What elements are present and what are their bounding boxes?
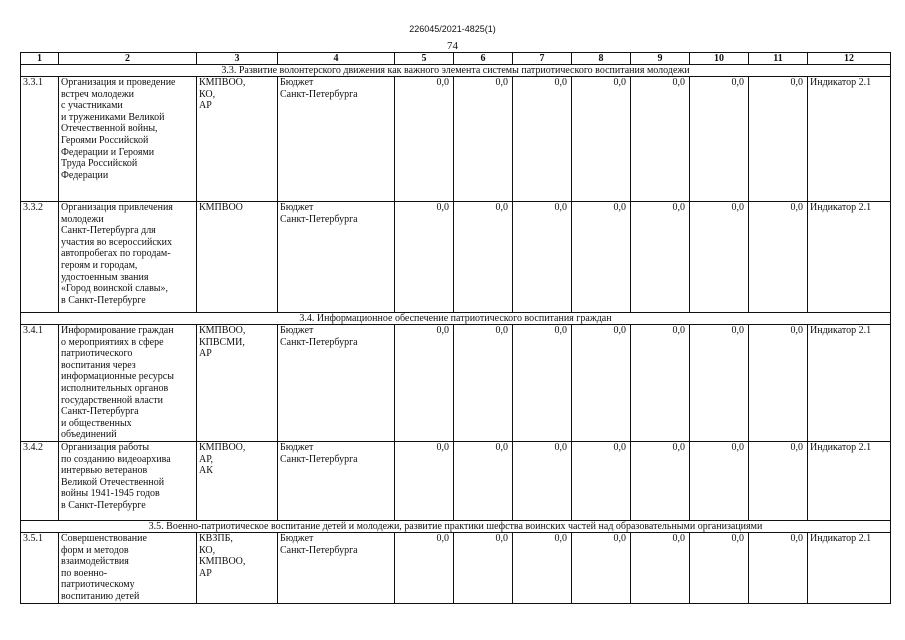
document-id: 226045/2021-4825(1) xyxy=(409,24,496,34)
row-code: 3.3.2 xyxy=(21,202,59,313)
column-header: 3 xyxy=(197,53,278,65)
row-code: 3.4.1 xyxy=(21,325,59,442)
column-header: 2 xyxy=(59,53,197,65)
row-value: 0,0 xyxy=(454,441,513,520)
table-row xyxy=(21,325,891,442)
section-row xyxy=(21,520,891,532)
row-value: 0,0 xyxy=(572,441,631,520)
row-value: 0,0 xyxy=(454,202,513,313)
row-indicator: Индикатор 2.1 xyxy=(808,325,891,442)
row-executors: КМПВОО, КО, АР xyxy=(197,77,278,202)
row-value: 0,0 xyxy=(690,77,749,202)
row-value: 0,0 xyxy=(749,532,808,603)
table-row xyxy=(21,202,891,313)
row-value: 0,0 xyxy=(572,77,631,202)
program-table xyxy=(20,52,891,604)
row-value: 0,0 xyxy=(513,532,572,603)
row-value: 0,0 xyxy=(454,325,513,442)
column-header: 12 xyxy=(808,53,891,65)
column-header: 8 xyxy=(572,53,631,65)
row-value: 0,0 xyxy=(631,77,690,202)
row-value: 0,0 xyxy=(454,77,513,202)
row-funding-source: Бюджет Санкт-Петербурга xyxy=(278,532,395,603)
row-value: 0,0 xyxy=(513,325,572,442)
section-title: 3.5. Военно-патриотическое воспитание детей и молодежи, развитие практики шефства воинских частей над образовательными организациями xyxy=(21,520,891,532)
row-name: Совершенствование форм и методов взаимодействия по военно- патриотическому воспитанию детей xyxy=(59,532,197,603)
row-value: 0,0 xyxy=(395,441,454,520)
row-funding-source: Бюджет Санкт-Петербурга xyxy=(278,202,395,313)
column-header-row xyxy=(21,53,891,65)
row-value: 0,0 xyxy=(690,441,749,520)
section-row xyxy=(21,313,891,325)
row-executors: КМПВОО, АР, АК xyxy=(197,441,278,520)
row-name: Организация и проведение встреч молодежи с участниками и тружениками Великой Отечественной войны, Героями Российской Федерации и Героями Труда Российской Федерации xyxy=(59,77,197,202)
section-title: 3.4. Информационное обеспечение патриотического воспитания граждан xyxy=(21,313,891,325)
column-header: 4 xyxy=(278,53,395,65)
row-funding-source: Бюджет Санкт-Петербурга xyxy=(278,441,395,520)
row-value: 0,0 xyxy=(572,532,631,603)
row-indicator: Индикатор 2.1 xyxy=(808,202,891,313)
row-value: 0,0 xyxy=(395,325,454,442)
row-value: 0,0 xyxy=(395,202,454,313)
column-header: 7 xyxy=(513,53,572,65)
row-code: 3.3.1 xyxy=(21,77,59,202)
table-row xyxy=(21,77,891,202)
row-executors: КМПВОО xyxy=(197,202,278,313)
column-header: 9 xyxy=(631,53,690,65)
table-row xyxy=(21,532,891,603)
row-name: Информирование граждан о мероприятиях в сфере патриотического воспитания через информационные ресурсы исполнительных органов государственной власти Санкт-Петербурга и общественных объединений xyxy=(59,325,197,442)
row-value: 0,0 xyxy=(690,202,749,313)
row-value: 0,0 xyxy=(690,532,749,603)
row-value: 0,0 xyxy=(454,532,513,603)
column-header: 6 xyxy=(454,53,513,65)
row-value: 0,0 xyxy=(749,325,808,442)
row-code: 3.5.1 xyxy=(21,532,59,603)
row-value: 0,0 xyxy=(749,202,808,313)
row-value: 0,0 xyxy=(631,202,690,313)
table-row xyxy=(21,441,891,520)
row-name: Организация работы по созданию видеоархива интервью ветеранов Великой Отечественной войны 1941-1945 годов в Санкт-Петербурге xyxy=(59,441,197,520)
row-value: 0,0 xyxy=(395,77,454,202)
row-value: 0,0 xyxy=(631,532,690,603)
row-indicator: Индикатор 2.1 xyxy=(808,441,891,520)
row-code: 3.4.2 xyxy=(21,441,59,520)
row-executors: КВЗПБ, КО, КМПВОО, АР xyxy=(197,532,278,603)
row-executors: КМПВОО, КПВСМИ, АР xyxy=(197,325,278,442)
row-name: Организация привлечения молодежи Санкт-Петербурга для участия во всероссийских автопробегах по городам- героям и городам, удостоенным звания «Город воинской славы», в Санкт-Петербурге xyxy=(59,202,197,313)
row-value: 0,0 xyxy=(631,325,690,442)
row-value: 0,0 xyxy=(572,325,631,442)
row-value: 0,0 xyxy=(572,202,631,313)
column-header: 1 xyxy=(21,53,59,65)
row-value: 0,0 xyxy=(513,77,572,202)
row-value: 0,0 xyxy=(690,325,749,442)
column-header: 11 xyxy=(749,53,808,65)
row-indicator: Индикатор 2.1 xyxy=(808,77,891,202)
column-header: 10 xyxy=(690,53,749,65)
page-number: 74 xyxy=(447,40,458,52)
row-value: 0,0 xyxy=(631,441,690,520)
row-indicator: Индикатор 2.1 xyxy=(808,532,891,603)
row-value: 0,0 xyxy=(395,532,454,603)
row-funding-source: Бюджет Санкт-Петербурга xyxy=(278,325,395,442)
column-header: 5 xyxy=(395,53,454,65)
section-row xyxy=(21,65,891,77)
row-value: 0,0 xyxy=(749,441,808,520)
section-title: 3.3. Развитие волонтерского движения как важного элемента системы патриотического воспитания молодежи xyxy=(21,65,891,77)
row-value: 0,0 xyxy=(513,202,572,313)
row-value: 0,0 xyxy=(513,441,572,520)
row-funding-source: Бюджет Санкт-Петербурга xyxy=(278,77,395,202)
row-value: 0,0 xyxy=(749,77,808,202)
